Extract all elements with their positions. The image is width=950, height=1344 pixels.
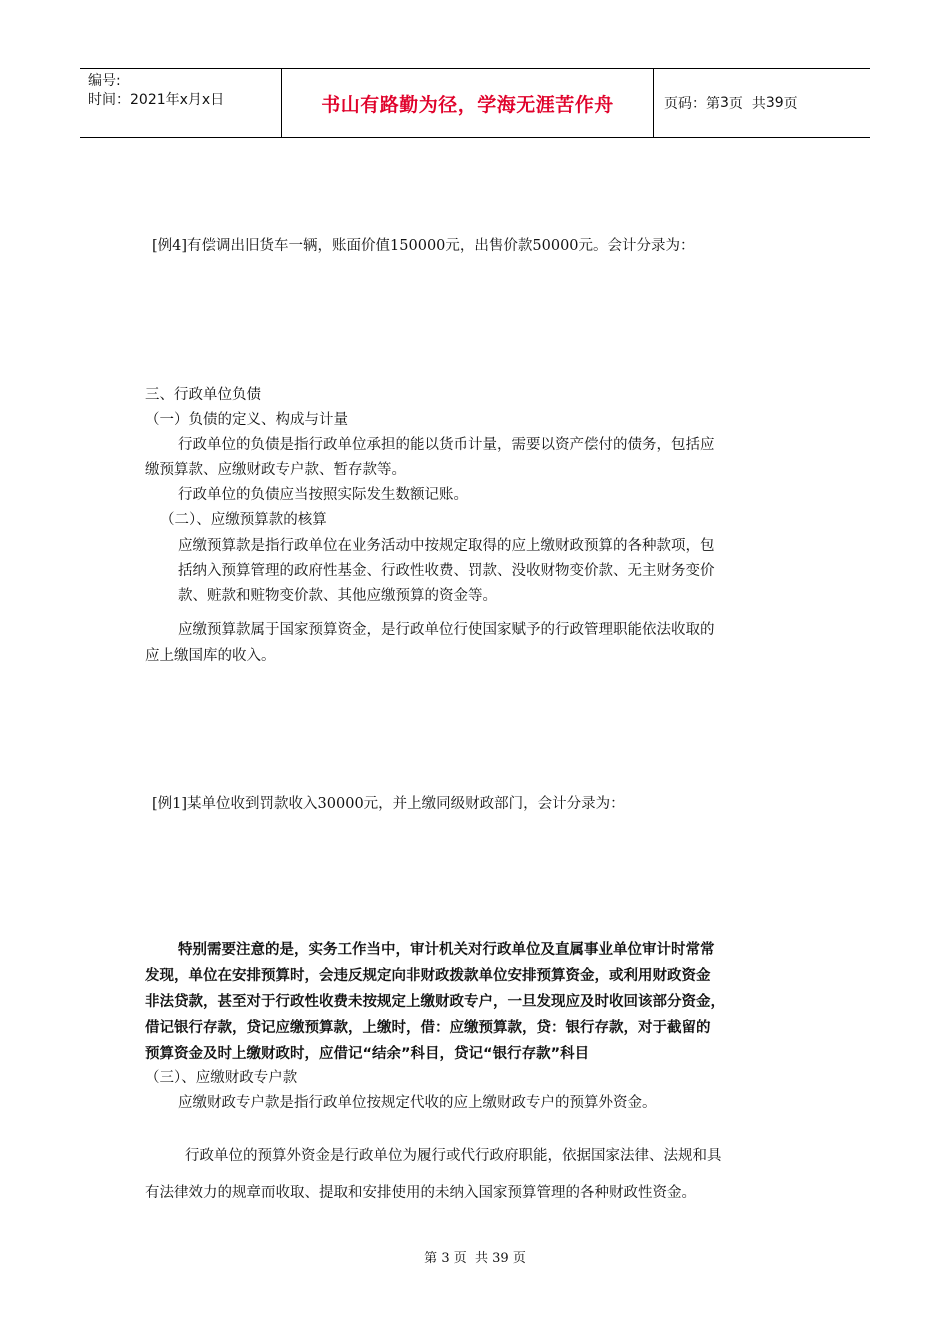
header-page-total: 39: [765, 95, 784, 111]
header-page-cell: [654, 69, 870, 137]
subsection-2-para-1-line-2: 括纳入预算管理的政府性基金、行政性收费、罚款、没收财物变价款、无主财务变价: [178, 563, 715, 579]
footer-total-pages: 39: [492, 1251, 509, 1266]
example-4-text: [例4]有偿调出旧货车一辆，账面价值150000元，出售价款50000元。会计分录为：: [152, 238, 695, 254]
note-line-3: 非法贷款，甚至对于行政性收费未按规定上缴财政专户，一旦发现应及时收回该部分资金，: [145, 994, 725, 1010]
header-page-mid: 页 共: [728, 96, 766, 112]
subsection-2-para-1-line-3: 款、赃款和赃物变价款、其他应缴预算的资金等。: [178, 588, 497, 604]
document-header: [80, 68, 870, 138]
document-number-label: 编号:: [88, 73, 121, 89]
subsection-3-para-1: 应缴财政专户款是指行政单位按规定代收的应上缴财政专户的预算外资金。: [178, 1095, 657, 1111]
footer-mid: 页 共: [453, 1251, 488, 1266]
subsection-3-para-2-line-2: 有法律效力的规章而收取、提取和安排使用的未纳入国家预算管理的各种财政性资金。: [145, 1185, 696, 1201]
subsection-2-para-2-line-2: 应上缴国库的收入。: [145, 648, 276, 664]
footer-prefix: 第: [424, 1251, 438, 1266]
subsection-2-title: （二）、应缴预算款的核算: [160, 512, 327, 528]
section-3-title: 三、行政单位负债: [145, 387, 261, 403]
document-date: 时间：2021年x月x日: [88, 92, 225, 108]
subsection-3-para-2-line-1: 行政单位的预算外资金是行政单位为履行或代行政府职能，依据国家法律、法规和具: [185, 1148, 722, 1164]
subsection-1-para-2: 行政单位的负债应当按照实际发生数额记账。: [178, 487, 468, 503]
header-meta-cell: [80, 69, 282, 137]
header-page-prefix: 页码：第: [664, 96, 720, 112]
header-motto: 书山有路勤为径，学海无涯苦作舟: [321, 93, 614, 116]
subsection-3-title: （三）、应缴财政专户款: [145, 1070, 298, 1086]
subsection-1-para-1-line-1: 行政单位的负债是指行政单位承担的能以货币计量，需要以资产偿付的债务，包括应: [178, 437, 715, 453]
page-footer: [0, 1247, 950, 1266]
header-page-suffix: 页: [783, 96, 798, 112]
footer-current-page: 3: [441, 1251, 450, 1266]
subsection-1-para-1-line-2: 缴预算款、应缴财政专户款、暂存款等。: [145, 462, 406, 478]
subsection-2-para-2-line-1: 应缴预算款属于国家预算资金，是行政单位行使国家赋予的行政管理职能依法收取的: [178, 622, 715, 638]
footer-suffix: 页: [512, 1251, 526, 1266]
note-line-1: 特别需要注意的是，实务工作当中，审计机关对行政单位及直属事业单位审计时常常: [178, 942, 715, 958]
header-motto-cell: [282, 69, 654, 137]
note-line-4: 借记银行存款，贷记应缴预算款，上缴时，借：应缴预算款，贷：银行存款，对于截留的: [145, 1020, 711, 1036]
note-line-2: 发现，单位在安排预算时，会违反规定向非财政拨款单位安排预算资金，或利用财政资金: [145, 968, 711, 984]
subsection-2-para-1-line-1: 应缴预算款是指行政单位在业务活动中按规定取得的应上缴财政预算的各种款项，包: [178, 538, 715, 554]
subsection-1-title: （一）负债的定义、构成与计量: [145, 412, 348, 428]
note-line-5: 预算资金及时上缴财政时，应借记“结余”科目，贷记“银行存款”科目: [145, 1046, 590, 1062]
example-1-text: [例1]某单位收到罚款收入30000元，并上缴同级财政部门，会计分录为：: [152, 796, 625, 812]
header-page-current: 3: [720, 95, 729, 111]
